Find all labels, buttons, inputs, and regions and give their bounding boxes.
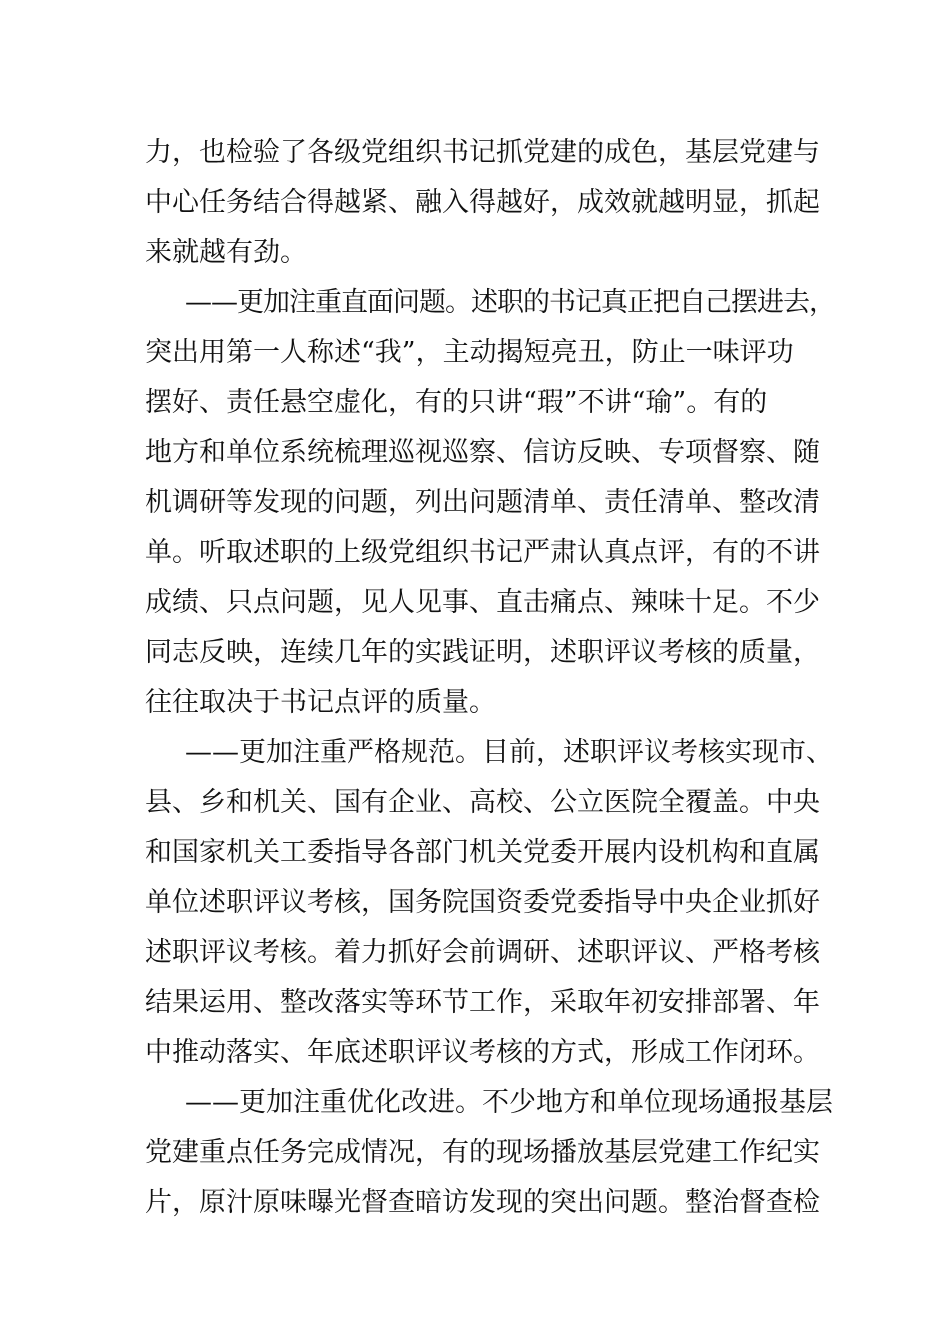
text-line: ——更加注重直面问题。述职的书记真正把自己摆进去， [185, 287, 835, 318]
text-line: 结果运用、整改落实等环节工作，采取年初安排部署、年 [145, 987, 820, 1018]
text-line: 突出用第一人称述“我”，主动揭短亮丑，防止一味评功 [145, 337, 794, 368]
text-line: 中推动落实、年底述职评议考核的方式，形成工作闭环。 [145, 1037, 820, 1068]
text-line: 地方和单位系统梳理巡视巡察、信访反映、专项督察、随 [145, 437, 820, 468]
text-line: 力，也检验了各级党组织书记抓党建的成色，基层党建与 [145, 137, 820, 168]
text-line: ——更加注重优化改进。不少地方和单位现场通报基层 [185, 1087, 833, 1118]
text-line: 机调研等发现的问题，列出问题清单、责任清单、整改清 [145, 487, 820, 518]
text-line: 县、乡和机关、国有企业、高校、公立医院全覆盖。中央 [145, 787, 820, 818]
text-line: 述职评议考核。着力抓好会前调研、述职评议、严格考核 [145, 937, 820, 968]
text-line: 党建重点任务完成情况，有的现场播放基层党建工作纪实 [145, 1137, 820, 1168]
text-line: 单。听取述职的上级党组织书记严肃认真点评，有的不讲 [145, 537, 820, 568]
text-line: 成绩、只点问题，见人见事、直击痛点、辣味十足。不少 [145, 587, 820, 618]
text-line: 和国家机关工委指导各部门机关党委开展内设机构和直属 [145, 837, 820, 868]
text-line: 摆好、责任悬空虚化，有的只讲“瑕”不讲“瑜”。有的 [145, 387, 768, 418]
text-line: 片，原汁原味曝光督查暗访发现的突出问题。整治督查检 [145, 1187, 820, 1218]
text-line: 同志反映，连续几年的实践证明，述职评议考核的质量， [145, 637, 820, 668]
text-line: ——更加注重严格规范。目前，述职评议考核实现市、 [185, 737, 833, 768]
text-line: 往往取决于书记点评的质量。 [145, 687, 496, 718]
text-line: 来就越有劲。 [145, 237, 307, 268]
text-line: 单位述职评议考核，国务院国资委党委指导中央企业抓好 [145, 887, 820, 918]
body-text [145, 128, 835, 1228]
text-line: 中心任务结合得越紧、融入得越好，成效就越明显，抓起 [145, 187, 820, 218]
